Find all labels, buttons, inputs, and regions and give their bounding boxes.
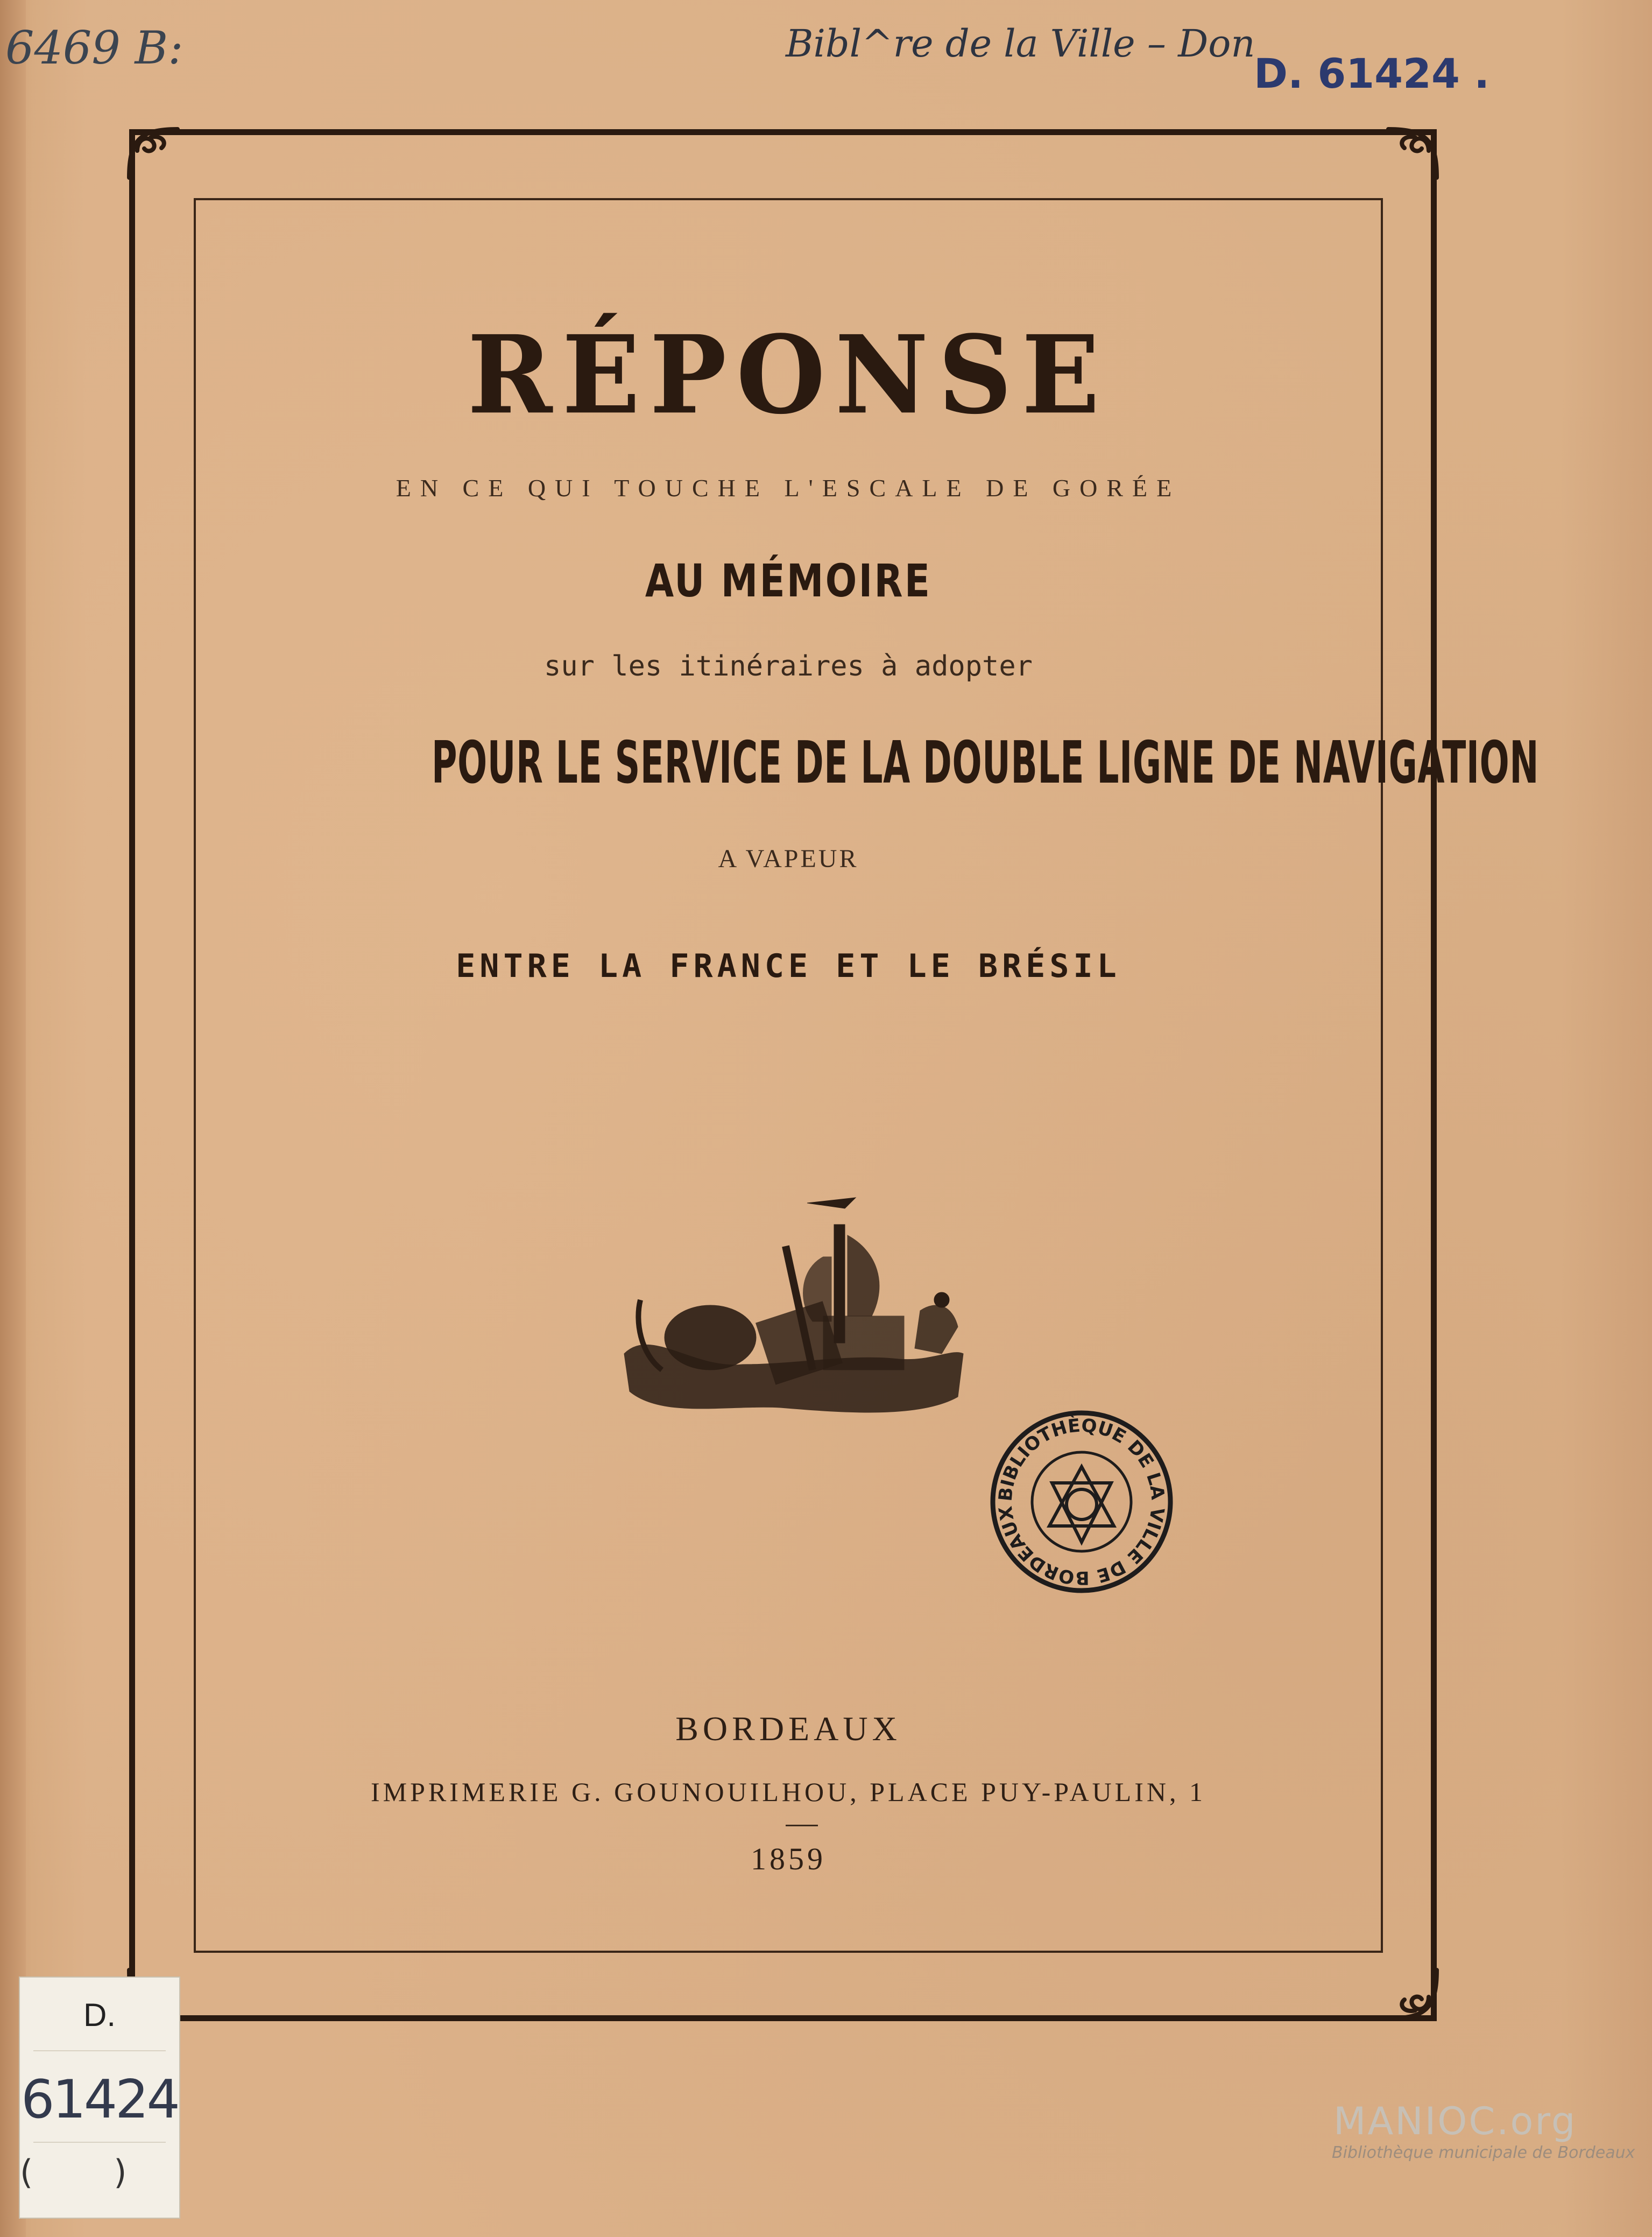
shelf-label-rule-1 xyxy=(33,2050,166,2051)
imprint-divider xyxy=(786,1825,818,1826)
subtitle-itineraires: sur les itinéraires à adopter xyxy=(544,650,1033,683)
imprint-city: BORDEAUX xyxy=(675,1710,901,1748)
shelf-label-rule-2 xyxy=(33,2142,166,2143)
shelf-label-paren-left: ( xyxy=(20,2152,114,2192)
watermark-brand: MANIOC.org xyxy=(1333,2099,1577,2143)
imprint-year: 1859 xyxy=(751,1841,826,1876)
stamp-text: BIBLIOTHÈQUE DE LA VILLE DE BORDEAUX xyxy=(994,1415,1169,1589)
library-stamp xyxy=(987,1408,1176,1596)
binding-spine xyxy=(0,0,26,2237)
handwritten-call-number: D. 61424 . xyxy=(1254,50,1490,97)
subtitle-france-bresil: ENTRE LA FRANCE ET LE BRÉSIL xyxy=(456,947,1121,985)
corner-ornament-top-right xyxy=(1378,118,1448,188)
handwritten-number-top-left: 6469 B: xyxy=(5,22,183,74)
subtitle-goree: EN CE QUI TOUCHE L'ESCALE DE GORÉE xyxy=(396,474,1181,502)
subtitle-au-memoire: AU MÉMOIRE xyxy=(645,554,932,607)
shelf-label-parentheses xyxy=(20,2152,208,2192)
ship-cargo-vignette xyxy=(619,1192,969,1429)
corner-ornament-bottom-right xyxy=(1378,1959,1448,2029)
svg-text:BIBLIOTHÈQUE DE LA VILLE DE BO xyxy=(995,1415,1169,1589)
handwritten-provenance-note: Bibl^re de la Ville – Don xyxy=(786,22,1255,66)
inner-border-frame xyxy=(194,198,1540,1953)
shelf-label-paren-right: ) xyxy=(114,2152,208,2192)
corner-ornament-top-left xyxy=(118,118,188,188)
subtitle-service-navigation: POUR LE SERVICE DE LA DOUBLE LIGNE DE NAVIGATION xyxy=(432,729,1540,797)
imprint-printer: IMPRIMERIE G. GOUNOUILHOU, PLACE PUY-PAULIN, 1 xyxy=(371,1777,1206,1807)
subtitle-a-vapeur: A VAPEUR xyxy=(718,845,859,873)
watermark-source: Bibliothèque municipale de Bordeaux xyxy=(1332,2143,1635,2162)
shelf-label xyxy=(19,1976,208,2219)
page-title: RÉPONSE xyxy=(467,312,1110,438)
shelf-label-prefix: D. xyxy=(83,1997,116,2033)
shelf-label-number: 61424 xyxy=(21,2069,178,2130)
